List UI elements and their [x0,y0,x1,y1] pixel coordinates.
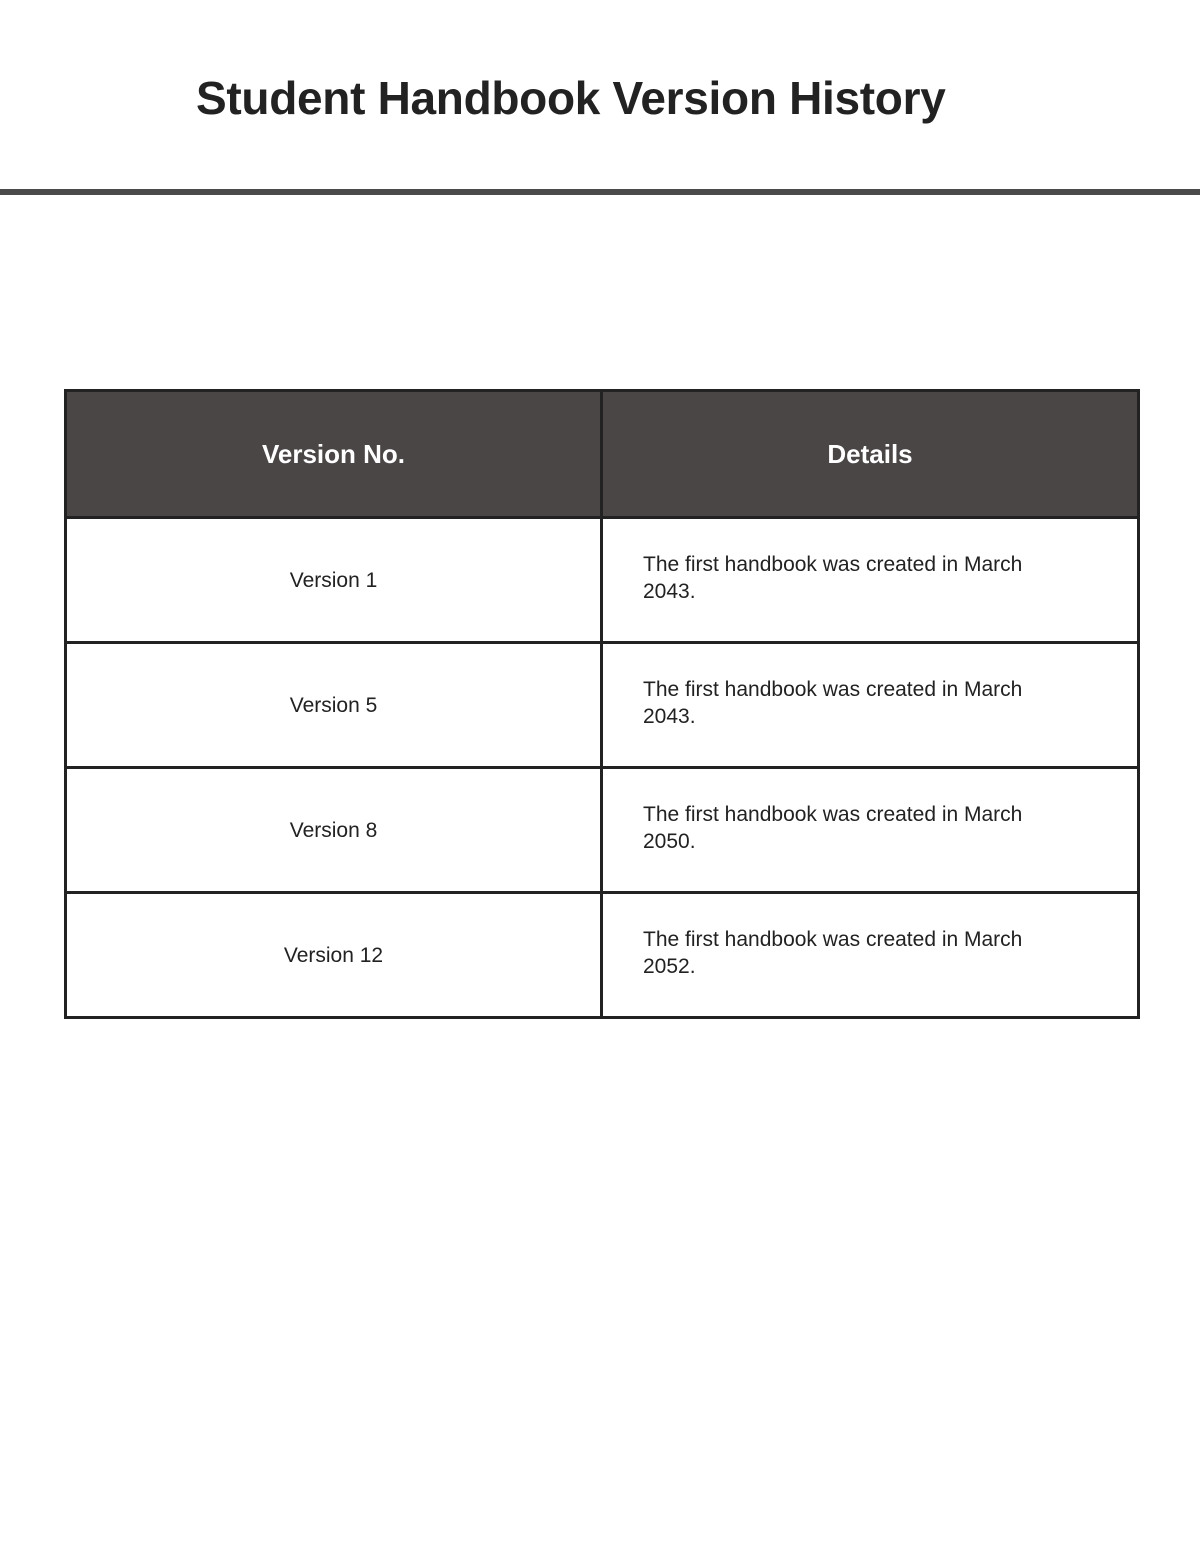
details-cell: The first handbook was created in March 2052. [602,893,1139,1018]
table-row [66,643,1139,768]
details-cell: The first handbook was created in March 2043. [602,518,1139,643]
table-row [66,768,1139,893]
title-divider [0,189,1200,195]
version-cell: Version 8 [66,768,602,893]
details-cell: The first handbook was created in March 2043. [602,643,1139,768]
column-header-version: Version No. [66,391,602,518]
version-cell: Version 5 [66,643,602,768]
version-cell: Version 1 [66,518,602,643]
table-row [66,893,1139,1018]
version-history-table [64,389,1140,1019]
table-header-row [66,391,1139,518]
table-row [66,518,1139,643]
column-header-details: Details [602,391,1139,518]
page-title: Student Handbook Version History [196,72,946,124]
details-cell: The first handbook was created in March 2050. [602,768,1139,893]
version-cell: Version 12 [66,893,602,1018]
